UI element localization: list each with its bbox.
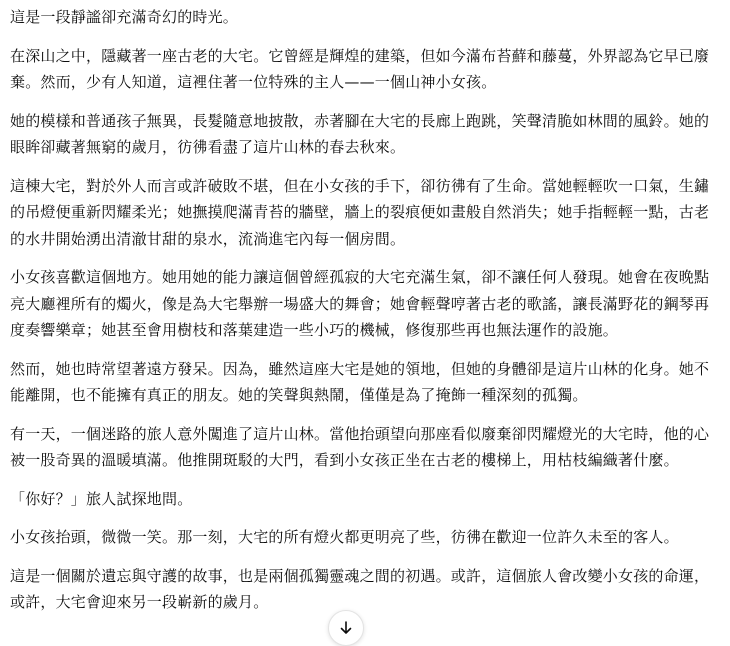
story-paragraph: 這是一段靜謐卻充滿奇幻的時光。	[10, 8, 239, 26]
story-paragraph: 然而，她也時常望著遠方發呆。因為，雖然這座大宅是她的領地，但她的身體卻是這片山林的化身。她不能離開，也不能擁有真正的朋友。她的笑聲與熱鬧，僅僅是為了掩飾一種深刻的孤獨。	[10, 359, 710, 404]
story-paragraph: 「你好？」旅人試探地問。	[10, 489, 193, 508]
story-paragraph: 這棟大宅，對於外人而言或許破敗不堪，但在小女孩的手下，卻彷彿有了生命。當她輕輕吹一口氣，生鏽的吊燈便重新閃耀柔光；她撫摸爬滿青苔的牆壁，牆上的裂痕便如畫般自然消失；她手指輕輕一點，古老的水井開始湧出清澈甘甜的泉水，流淌進宅內每一個房間。	[10, 176, 710, 248]
story-paragraph: 這是一個關於遺忘與守護的故事，也是兩個孤獨靈魂之間的初遇。或許，這個旅人會改變小女孩的命運，或許，大宅會迎來另一段嶄新的歲月。	[10, 566, 710, 611]
story-paragraph: 她的模樣和普通孩子無異，長髮隨意地披散，赤著腳在大宅的長廊上跑跳，笑聲清脆如林間的風鈴。她的眼眸卻藏著無窮的歲月，彷彿看盡了這片山林的春去秋來。	[10, 111, 710, 156]
story-paragraph: 在深山之中，隱藏著一座古老的大宅。它曾經是輝煌的建築，但如今滿布苔蘚和藤蔓，外界認為它早已廢棄。然而，少有人知道，這裡住著一位特殊的主人——一個山神小女孩。	[10, 46, 710, 91]
arrow-down-icon	[338, 620, 354, 636]
story-paragraph: 小女孩喜歡這個地方。她用她的能力讓這個曾經孤寂的大宅充滿生氣，卻不讓任何人發現。她會在夜晚點亮大廳裡所有的燭火，像是為大宅舉辦一場盛大的舞會；她會輕聲哼著古老的歌謠，讓長滿野花的鋼琴再度奏響樂章；她甚至會用樹枝和落葉建造一些小巧的機械，修復那些再也無法運作的設施。	[10, 268, 710, 339]
story-paragraph: 小女孩抬頭，微微一笑。那一刻，大宅的所有燈火都更明亮了些，彷彿在歡迎一位許久未至的客人。	[10, 528, 679, 546]
scroll-to-bottom-button[interactable]	[328, 610, 364, 646]
story-paragraph: 有一天，一個迷路的旅人意外闖進了這片山林。當他抬頭望向那座看似廢棄卻閃耀燈光的大宅時，他的心被一股奇異的溫暖填滿。他推開斑駁的大門，看到小女孩正坐在古老的樓梯上，用枯枝編織著什麼。	[10, 424, 710, 469]
story-article	[10, 4, 724, 628]
